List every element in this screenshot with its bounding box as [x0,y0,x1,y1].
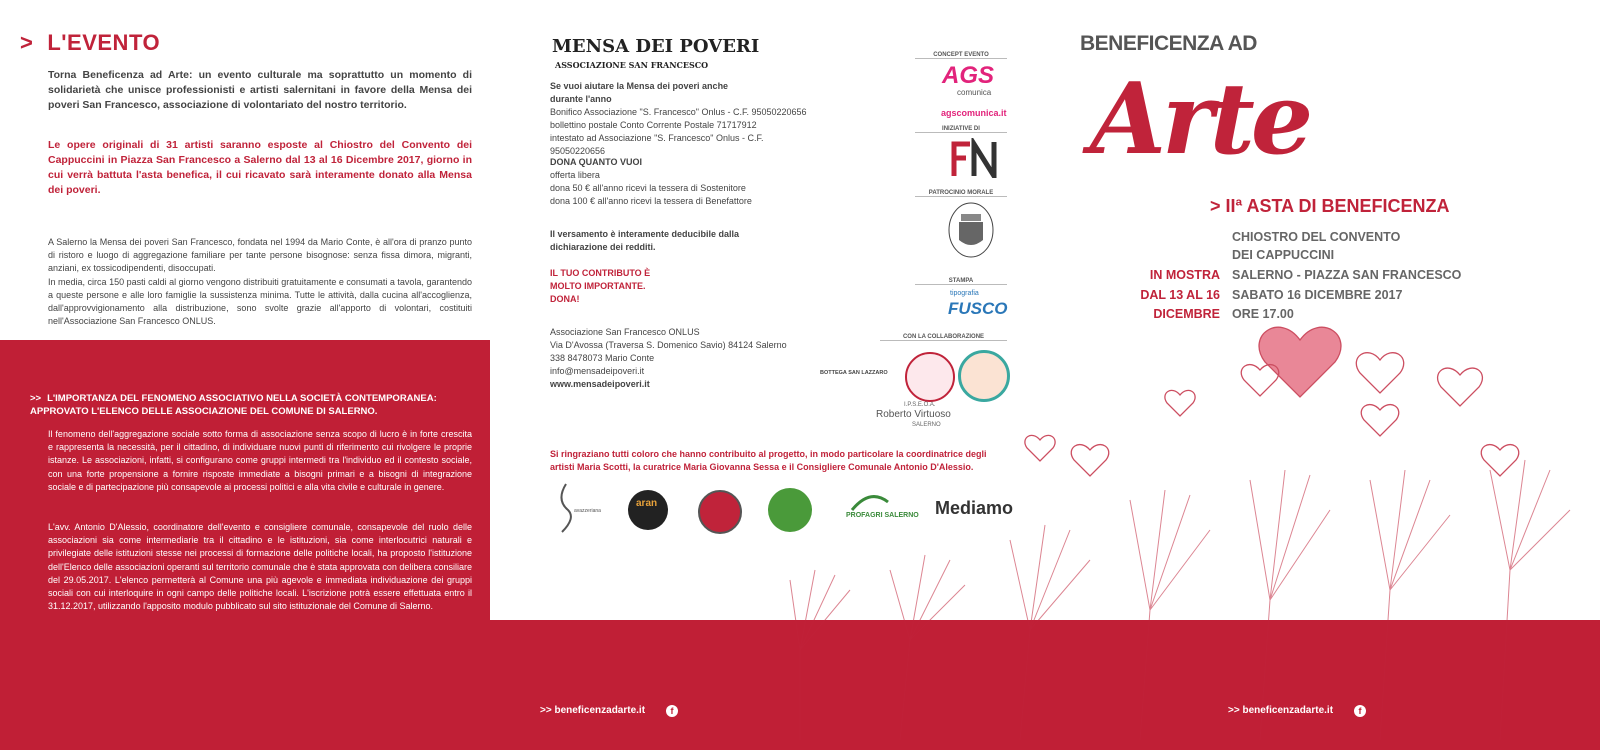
ags-site: agscomunica.it [941,108,1007,118]
help-line: intestato ad Associazione "S. Francesco" Onlus - C.F. 95050220656 [550,133,764,156]
box-paragraph-2: L'avv. Antonio D'Alessio, coordinatore dell'evento e consigliere comunale, consapevole del ruolo delle associazioni sia come intermediarie tra il cittadino e le istituzioni, sia come interlocutrici naturali e privilegiate delle istituzioni stesse nei processi di formazione delle politiche locali, ha proposto l'istituzione dell'Elenco delle associazioni operanti sul territorio comunale che è stata approvata con delibera consiliare del 29.05.2017. L'elenco permetterà al Comune una più agevole e immediata individuazione dei gruppi sociali con cui interloquire in ogni campo delle politiche locali. L'iscrizione potrà essere effettuata entro il 31.12.2017, utilizzando l'apposito modulo pubblicato sul sito istituzionale del Comune di Salerno. [48,522,472,612]
arte-title: Arte [1090,62,1310,177]
help-block [550,80,820,158]
dona-title: DONA QUANTO VUOI [550,157,643,167]
partner-avazzeriana-label: avazzeriana [574,508,601,514]
contributo-text: IL TUO CONTRIBUTO È MOLTO IMPORTANTE. DONA! [550,268,651,304]
partner-logo-3-icon [698,490,742,534]
logo-label-stampa: STAMPA [915,278,1007,285]
facebook-icon[interactable]: f [1354,705,1366,717]
ipseoa-label: I.P.S.E.O.A. [904,402,936,408]
fn-logo-icon [950,138,1000,178]
dona-line: offerta libera [550,170,600,180]
thanks-text: Si ringraziano tutti coloro che hanno contribuito al progetto, in modo particolare la coordinatrice degli artisti Maria Scotti, la curatrice Maria Giovanna Sessa e il Consigliere Comunale Antonio D'Alessio. [550,449,987,472]
partner-logo-aran-icon [628,490,668,530]
deducibile-text: Il versamento è interamente deducibile dalla dichiarazione dei redditi. [550,229,740,252]
mensa-subtitle: ASSOCIAZIONE SAN FRANCESCO [555,60,709,70]
location: SALERNO - PIAZZA SAN FRANCESCO [1232,268,1462,282]
logo-label-concept: CONCEPT EVENTO [915,52,1007,59]
mensa-description-1: A Salerno la Mensa dei poveri San Francesco, fondata nel 1994 da Mario Conte, è all'ora di pranzo punto di ristoro e luogo di aggregazione familiare per tante persone bisognose: senza fissa dimora, migranti, anziani, ex tossicodipendenti, disoccupati. [48,237,472,273]
fusco-pre: tipografia [950,290,979,297]
logo-label-collaborazione: CON LA COLLABORAZIONE [880,334,1007,341]
help-line: bollettino postale Conto Corrente Postale 71717912 [550,120,757,130]
evento-intro: Torna Beneficenza ad Arte: un evento culturale ma soprattutto un momento di solidarietà che unisce professionisti e artisti salernitani in favore della Mensa dei poveri San Francesco, associazione di volontariato del nostro territorio. [48,69,472,111]
chiostro-line-2: DEI CAPPUCCINI [1232,248,1335,262]
dona-line: dona 50 € all'anno ricevi la tessera di Sostenitore [550,183,746,193]
salerno-label: SALERNO [912,422,941,428]
evento-heading: > L'EVENTO [20,30,161,55]
partner-mediamo-label: Mediamo [935,498,1014,518]
mostra-line-2: DAL 13 AL 16 [1140,288,1220,302]
contact-line: 338 8478073 Mario Conte [550,353,655,363]
facebook-icon[interactable]: f [666,705,678,717]
fusco-logo: FUSCO [948,299,1008,318]
contact-website[interactable]: www.mensadeipoveri.it [550,379,650,389]
beneficenza-title: BENEFICENZA AD [1080,32,1257,55]
contact-line: Via D'Avossa (Traversa S. Domenico Savio) 84124 Salerno [550,340,787,350]
box-paragraph-1: Il fenomeno dell'aggregazione sociale sotto forma di associazione senza scopo di lucro è in forte crescita e rappresenta la necessità, per il cittadino, di individuare nuovi punti di riferimento cui rivolgere le proprie istanze. Le associazioni, infatti, si configurano come gruppi intermedi tra l'individuo ed il contesto sociale, con una forte propensione a fornire risposte immediate a bisogni primari e a bisogni di integrazione sociale e di partecipazione più consapevole ai processi politici e alla vita civile e culturale in genere. [48,429,472,492]
dona-line: dona 100 € all'anno ricevi la tessera di Benefattore [550,196,752,206]
mostra-line-3: DICEMBRE [1153,307,1220,321]
asta-heading: > IIª ASTA DI BENEFICENZA [1210,196,1450,216]
logo-label-iniziative: INIZIATIVE DI [915,126,1007,133]
mostra-line-1: IN MOSTRA [1149,268,1220,282]
bottega-logo: BOTTEGA SAN LAZZARO [820,370,888,376]
help-line: Bonifico Associazione "S. Francesco" Onlus - C.F. 95050220656 [550,107,807,117]
salerno-coat-of-arms-icon [945,200,997,260]
footer-link-right[interactable]: >> beneficenzadarte.it [1228,705,1334,716]
mensa-title: MENSA DEI POVERI [552,36,760,57]
contact-email[interactable]: info@mensadeipoveri.it [550,366,645,376]
event-time: ORE 17.00 [1232,307,1294,321]
evento-opere: Le opere originali di 31 artisti saranno esposte al Chiostro del Convento dei Cappuccini in Piazza San Francesco a Salerno dal 13 al 16 Dicembre 2017, giorno in cui verrà battuta l'asta benefica, il cui ricavato sarà interamente donato alla Mensa dei poveri. [48,139,472,196]
partner-aran-label: aran [636,498,658,509]
dona-block [550,156,820,208]
roberto-label: Roberto Virtuoso [876,409,951,420]
box-title: >> L'IMPORTANZA DEL FENOMENO ASSOCIATIVO NELLA SOCIETÀ CONTEMPORANEA: APPROVATO L'ELENCO DELLE ASSOCIAZIONE DEL COMUNE DI SALERNO. [30,393,437,417]
event-date: SABATO 16 DICEMBRE 2017 [1232,288,1403,302]
footer-link-left[interactable]: >> beneficenzadarte.it [540,705,646,716]
contact-line: Associazione San Francesco ONLUS [550,327,700,337]
hands-hearts-illustration [740,320,1600,740]
help-title: Se vuoi aiutare la Mensa dei poveri anche durante l'anno [550,81,729,104]
logo-label-patrocinio: PATROCINIO MORALE [915,190,1007,197]
ags-subtext: comunica [957,88,992,97]
chiostro-line-1: CHIOSTRO DEL CONVENTO [1232,230,1401,244]
mensa-description-2: In media, circa 150 pasti caldi al giorno vengono distribuiti gratuitamente e consumati a tavola, garantendo a queste persone e alle loro famiglie la sussistenza minima. Tutte le attività, dalla cucina all'accoglienza, dall'approvvigionamento alla distribuzione, sono svolte grazie all'apporto di volontari, costituiti nell'Associazione San Francesco ONLUS. [48,277,472,326]
ags-logo: AGS [942,62,995,89]
partner-profagri-label: PROFAGRI SALERNO [846,512,919,519]
